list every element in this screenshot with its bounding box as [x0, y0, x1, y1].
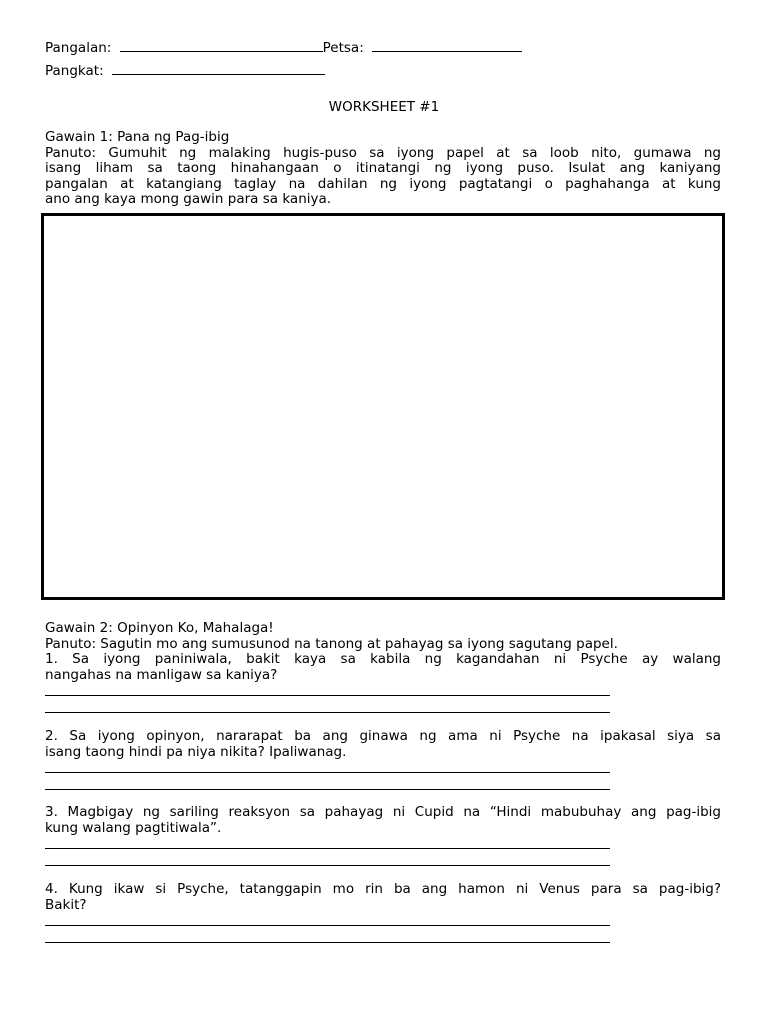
question-3	[45, 805, 721, 836]
answer-line[interactable]	[45, 789, 610, 790]
date-label: Petsa:	[322, 40, 364, 56]
question-line: 4. Kung ikaw si Psyche, tatanggapin mo rin ba ang hamon ni Venus para sa pag-ibig?	[45, 881, 721, 897]
name-blank[interactable]	[120, 38, 323, 52]
answer-line[interactable]	[45, 865, 610, 866]
question-4	[45, 882, 721, 913]
name-date-row	[45, 38, 522, 56]
activity1-line: ano ang kaya mong gawin para sa kaniya.	[45, 191, 332, 207]
section-row	[45, 61, 325, 79]
activity1-line: Panuto: Gumuhit ng malaking hugis-puso sa iyong papel at sa loob nito, gumawa ng	[45, 144, 721, 161]
activity1-block	[45, 130, 721, 208]
date-blank[interactable]	[372, 38, 522, 52]
section-label: Pangkat:	[45, 63, 104, 79]
answer-line[interactable]	[45, 695, 610, 696]
activity2-heading: Gawain 2: Opinyon Ko, Mahalaga!	[45, 620, 274, 636]
question-line: nangahas na manligaw sa kaniya?	[45, 666, 278, 683]
activity1-line: pangalan at katangiang taglay na dahilan ng iyong pagtatangi o paghahanga at kung	[45, 175, 721, 192]
question-line: 1. Sa iyong paniniwala, bakit kaya sa kabila ng kagandahan ni Psyche ay walang	[45, 651, 721, 667]
activity2-instruction: Panuto: Sagutin mo ang sumusunod na tanong at pahayag sa iyong sagutang papel.	[45, 635, 618, 652]
answer-line[interactable]	[45, 712, 610, 713]
question-2	[45, 729, 721, 760]
drawing-box[interactable]	[41, 213, 725, 600]
question-line: isang taong hindi pa niya nikita? Ipaliwanag.	[45, 743, 347, 760]
activity1-line: isang liham sa taong hinahangaan o itinatangi ng iyong puso. Isulat ang kaniyang	[45, 160, 721, 176]
worksheet-title: WORKSHEET #1	[328, 99, 440, 115]
question-line: 3. Magbigay ng sariling reaksyon sa pahayag ni Cupid na “Hindi mabubuhay ang pag-ibig	[45, 804, 721, 820]
answer-line[interactable]	[45, 925, 610, 926]
question-line: Bakit?	[45, 896, 87, 913]
answer-line[interactable]	[45, 942, 610, 943]
name-label: Pangalan:	[45, 40, 112, 56]
section-blank[interactable]	[112, 61, 325, 75]
question-line: kung walang pagtitiwala”.	[45, 819, 222, 836]
answer-line[interactable]	[45, 848, 610, 849]
activity2-block	[45, 621, 721, 683]
question-line: 2. Sa iyong opinyon, nararapat ba ang ginawa ng ama ni Psyche na ipakasal siya sa	[45, 728, 721, 744]
activity1-heading: Gawain 1: Pana ng Pag-ibig	[45, 129, 230, 145]
answer-line[interactable]	[45, 772, 610, 773]
